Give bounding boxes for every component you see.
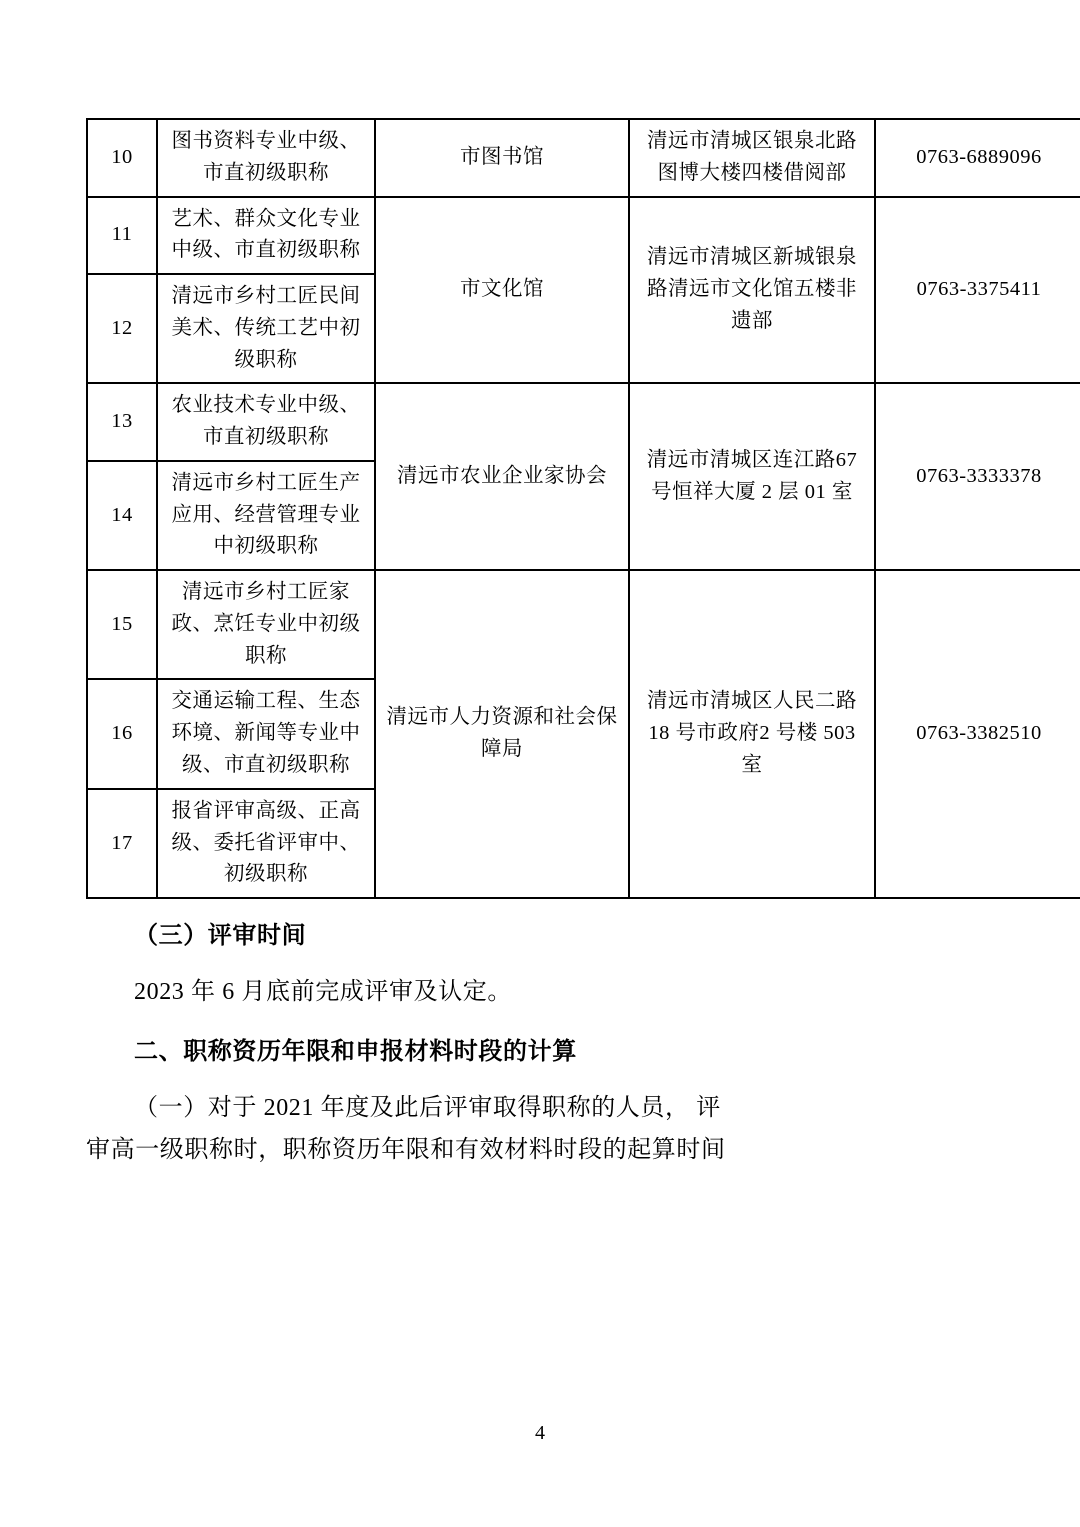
review-time-text: 2023 年 6 月底前完成评审及认定。 bbox=[134, 979, 512, 1006]
paragraph-one-line-2: 审高一级职称时，职称资历年限和有效材料时段的起算时间 bbox=[86, 1137, 726, 1164]
section-heading-review-time: （三）评审时间 bbox=[134, 923, 307, 950]
row-organization: 市文化馆 bbox=[375, 197, 629, 384]
row-number: 11 bbox=[87, 197, 157, 275]
row-number: 14 bbox=[87, 461, 157, 570]
row-address: 清远市清城区银泉北路图博大楼四楼借阅部 bbox=[629, 119, 875, 197]
row-number: 10 bbox=[87, 119, 157, 197]
row-title: 图书资料专业中级、市直初级职称 bbox=[157, 119, 375, 197]
table-row bbox=[87, 119, 1080, 197]
paragraph-one bbox=[86, 1087, 976, 1171]
row-organization: 清远市人力资源和社会保障局 bbox=[375, 570, 629, 898]
row-address: 清远市清城区人民二路 18 号市政府2 号楼 503 室 bbox=[629, 570, 875, 898]
row-title: 交通运输工程、生态环境、新闻等专业中级、市直初级职称 bbox=[157, 679, 375, 788]
row-title: 清远市乡村工匠家政、烹饪专业中初级职称 bbox=[157, 570, 375, 679]
row-telephone: 0763-3382510 bbox=[875, 570, 1080, 898]
row-number: 15 bbox=[87, 570, 157, 679]
row-telephone: 0763-3375411 bbox=[875, 197, 1080, 384]
row-address: 清远市清城区新城银泉路清远市文化馆五楼非遗部 bbox=[629, 197, 875, 384]
row-title: 清远市乡村工匠生产应用、经营管理专业中初级职称 bbox=[157, 461, 375, 570]
row-address: 清远市清城区连江路67号恒祥大厦 2 层 01 室 bbox=[629, 383, 875, 570]
row-title: 艺术、群众文化专业中级、市直初级职称 bbox=[157, 197, 375, 275]
row-title: 清远市乡村工匠民间美术、传统工艺中初级职称 bbox=[157, 274, 375, 383]
paragraph-one-line-1: （一）对于 2021 年度及此后评审取得职称的人员， 评 bbox=[134, 1095, 721, 1122]
row-title: 农业技术专业中级、市直初级职称 bbox=[157, 383, 375, 461]
row-number: 12 bbox=[87, 274, 157, 383]
table-row bbox=[87, 383, 1080, 461]
row-organization: 市图书馆 bbox=[375, 119, 629, 197]
row-organization: 清远市农业企业家协会 bbox=[375, 383, 629, 570]
table-row bbox=[87, 570, 1080, 679]
row-title: 报省评审高级、正高级、委托省评审中、初级职称 bbox=[157, 789, 375, 898]
row-number: 13 bbox=[87, 383, 157, 461]
row-number: 16 bbox=[87, 679, 157, 788]
row-telephone: 0763-3333378 bbox=[875, 383, 1080, 570]
table-row bbox=[87, 197, 1080, 275]
row-telephone: 0763-6889096 bbox=[875, 119, 1080, 197]
page-number: 4 bbox=[535, 1422, 545, 1444]
section-heading-two: 二、职称资历年限和申报材料时段的计算 bbox=[134, 1039, 577, 1066]
row-number: 17 bbox=[87, 789, 157, 898]
institution-table bbox=[86, 118, 1080, 899]
